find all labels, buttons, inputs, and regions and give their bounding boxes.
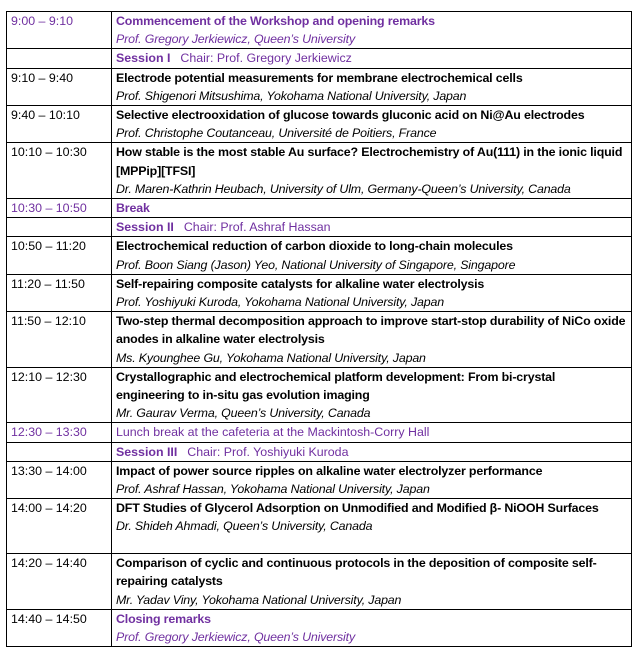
- lunch-row: [7, 423, 632, 442]
- session-label: Session III: [116, 444, 178, 459]
- session-label: Session I: [116, 51, 171, 66]
- talk-cell: [112, 461, 632, 498]
- talk-row: [7, 499, 632, 554]
- talk-cell: [112, 143, 632, 199]
- talk-row: [7, 274, 632, 311]
- talk-cell: [112, 312, 632, 368]
- talk-title: Impact of power source ripples on alkaline water electrolyzer performance: [116, 463, 543, 478]
- session-chair: Chair: Prof. Gregory Jerkiewicz: [180, 51, 352, 66]
- talk-cell: [112, 499, 632, 554]
- workshop-schedule-table: [6, 11, 632, 647]
- talk-row: [7, 68, 632, 105]
- talk-title: DFT Studies of Glycerol Adsorption on Unmodified and Modified β- NiOOH Surfaces: [116, 501, 599, 516]
- talk-row: [7, 461, 632, 498]
- time-cell: 12:30 – 13:30: [7, 423, 112, 442]
- talk-title: How stable is the most stable Au surface? Electrochemistry of Au(111) in the ionic liquid [MPPip][TFSI]: [116, 145, 623, 178]
- talk-speaker: Mr. Yadav Viny, Yokohama National University, Japan: [116, 592, 402, 607]
- lunch-cell: [112, 423, 632, 442]
- talk-title: Electrode potential measurements for membrane electrochemical cells: [116, 70, 523, 85]
- time-cell: 14:20 – 14:40: [7, 554, 112, 610]
- break-row: [7, 199, 632, 218]
- event-speaker: Prof. Gregory Jerkiewicz, Queen’s University: [116, 630, 355, 645]
- time-cell-empty: [7, 218, 112, 237]
- time-cell-empty: [7, 49, 112, 68]
- schedule-row-closing: [7, 609, 632, 646]
- talk-row: [7, 554, 632, 610]
- talk-speaker: Prof. Yoshiyuki Kuroda, Yokohama National University, Japan: [116, 295, 444, 310]
- talk-speaker: Prof. Christophe Coutanceau, Université de Poitiers, France: [116, 126, 437, 141]
- time-cell: 12:10 – 12:30: [7, 367, 112, 423]
- talk-speaker: Ms. Kyounghee Gu, Yokohama National University, Japan: [116, 350, 426, 365]
- session-cell: [112, 442, 632, 461]
- time-cell: 9:10 – 9:40: [7, 68, 112, 105]
- session-chair: Chair: Prof. Yoshiyuki Kuroda: [187, 444, 349, 459]
- talk-cell: [112, 237, 632, 274]
- time-cell: 14:00 – 14:20: [7, 499, 112, 554]
- session-cell: [112, 49, 632, 68]
- break-label: Break: [116, 201, 150, 216]
- time-cell: 10:50 – 11:20: [7, 237, 112, 274]
- talk-cell: [112, 554, 632, 610]
- talk-speaker: Dr. Shideh Ahmadi, Queen’s University, Canada: [116, 519, 373, 534]
- talk-title: Self-repairing composite catalysts for alkaline water electrolysis: [116, 276, 485, 291]
- time-cell: 14:40 – 14:50: [7, 609, 112, 646]
- talk-title: Two-step thermal decomposition approach to improve start-stop durability of NiCo oxide anodes in alkaline water electrolysis: [116, 314, 626, 347]
- talk-title: Crystallographic and electrochemical platform development: From bi-crystal engineering to in-situ gas evolution imaging: [116, 369, 556, 403]
- time-cell: 11:20 – 11:50: [7, 274, 112, 311]
- session-header-row: [7, 49, 632, 68]
- talk-row: [7, 143, 632, 199]
- talk-speaker: Mr. Gaurav Verma, Queen’s University, Canada: [116, 406, 371, 421]
- schedule-row-opening: [7, 12, 632, 49]
- session-header-row: [7, 218, 632, 237]
- talk-speaker: Prof. Ashraf Hassan, Yokohama National University, Japan: [116, 482, 430, 497]
- session-label: Session II: [116, 220, 174, 235]
- session-cell: [112, 218, 632, 237]
- time-cell: 10:30 – 10:50: [7, 199, 112, 218]
- event-speaker: Prof. Gregory Jerkiewicz, Queen’s University: [116, 32, 355, 47]
- talk-title: Selective electrooxidation of glucose towards gluconic acid on Ni@Au electrodes: [116, 108, 585, 123]
- talk-speaker: Prof. Shigenori Mitsushima, Yokohama National University, Japan: [116, 88, 467, 103]
- break-cell: [112, 199, 632, 218]
- talk-cell: [112, 274, 632, 311]
- talk-speaker: Dr. Maren-Kathrin Heubach, University of Ulm, Germany-Queen’s University, Canada: [116, 181, 571, 196]
- talk-cell: [112, 106, 632, 143]
- event-cell: [112, 12, 632, 49]
- session-chair: Chair: Prof. Ashraf Hassan: [183, 220, 331, 235]
- time-cell-empty: [7, 442, 112, 461]
- lunch-label: Lunch break at the cafeteria at the Mackintosh-Corry Hall: [116, 425, 430, 440]
- talk-row: [7, 106, 632, 143]
- session-header-row: [7, 442, 632, 461]
- talk-speaker: Prof. Boon Siang (Jason) Yeo, National University of Singapore, Singapore: [116, 257, 516, 272]
- talk-row: [7, 312, 632, 368]
- talk-row: [7, 237, 632, 274]
- time-cell: 10:10 – 10:30: [7, 143, 112, 199]
- time-cell: 9:00 – 9:10: [7, 12, 112, 49]
- time-cell: 9:40 – 10:10: [7, 106, 112, 143]
- time-cell: 11:50 – 12:10: [7, 312, 112, 368]
- event-cell: [112, 609, 632, 646]
- event-title: Closing remarks: [116, 611, 211, 626]
- talk-cell: [112, 367, 632, 423]
- time-cell: 13:30 – 14:00: [7, 461, 112, 498]
- talk-title: Electrochemical reduction of carbon dioxide to long-chain molecules: [116, 239, 513, 254]
- talk-cell: [112, 68, 632, 105]
- event-title: Commencement of the Workshop and opening remarks: [116, 14, 435, 28]
- talk-row: [7, 367, 632, 423]
- talk-title: Comparison of cyclic and continuous protocols in the deposition of composite self-repairing catalysts: [116, 556, 597, 589]
